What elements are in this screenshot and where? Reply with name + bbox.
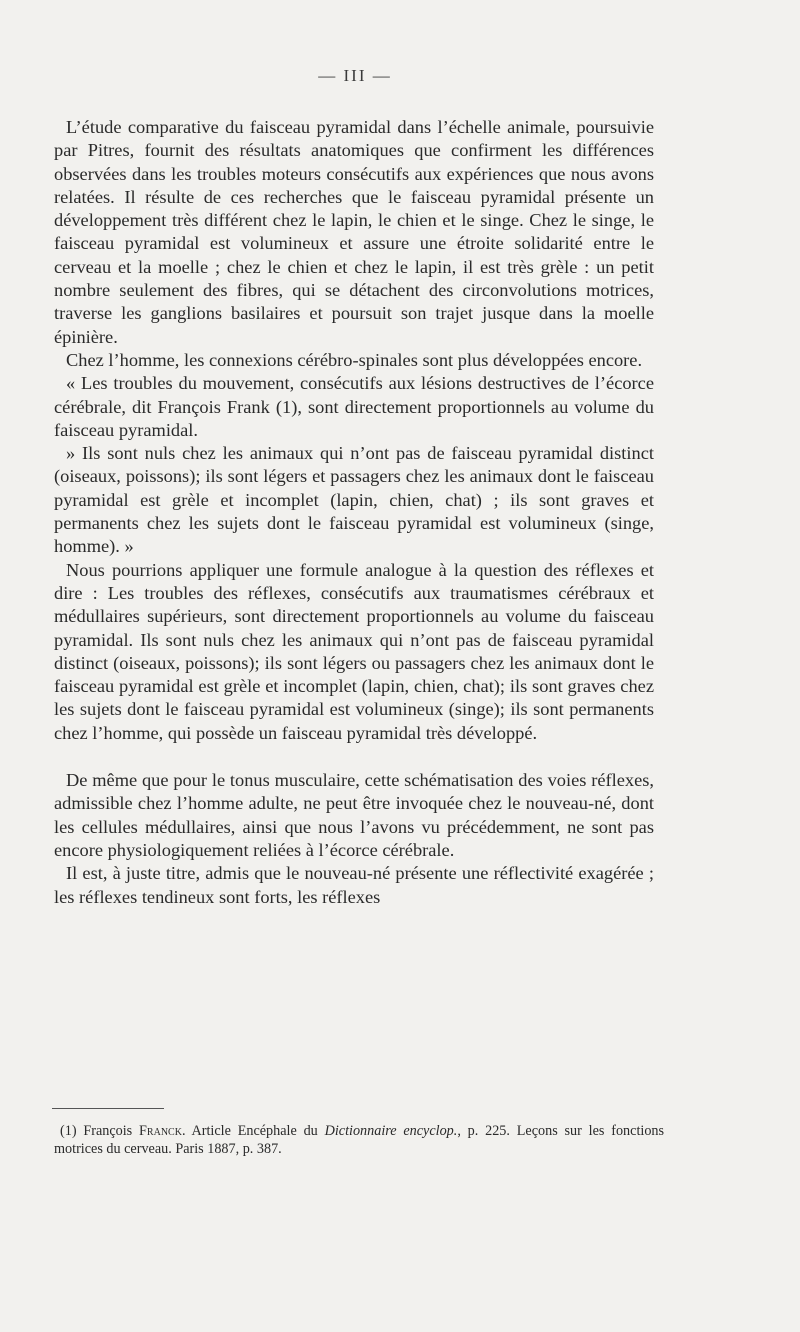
footnote-journal: Dictionnaire encyclop. <box>324 1123 458 1139</box>
page-number: — III — <box>318 66 392 85</box>
paragraph: Il est, à juste titre, admis que le nouveau-né présente une réflectivité exagérée ; les réflexes tendineux sont forts, les réflexes <box>54 863 654 907</box>
paragraph: Nous pourrions appliquer une formule analogue à la question des réflexes et dire : Les troubles des réflexes, consécutifs aux traumatismes cérébraux et médullaires supérieurs, sont directement proportionnels au volume du faisceau pyramidal. Ils sont nuls chez les animaux qui n’ont pas de faisceau pyramidal distinct (oiseaux, poissons); ils sont légers ou passagers chez les animaux dont le faisceau pyramidal est grèle et incomplet (lapin, chien, chat); ils sont graves chez les sujets dont le faisceau pyramidal est volumineux (singe); ils sont permanents chez l’homme, qui possède un faisceau pyramidal très développé. <box>54 559 654 743</box>
paragraph: Chez l’homme, les connexions cérébro-spinales sont plus développées encore. <box>66 349 643 370</box>
paragraph: « Les troubles du mouvement, consécutifs aux lésions destructives de l’écorce cérébrale, dit François Frank (1), sont directement proportionnels au volume du faisceau pyramidal. <box>54 373 654 440</box>
paragraph: De même que pour le tonus musculaire, cette schématisation des voies réflexes, admissible chez l’homme adulte, ne peut être invoquée chez le nouveau-né, dont les cellules médullaires, ainsi que nous l’avons vu précédemment, ne sont pas encore physiologiquement reliées à l’écorce cérébrale. <box>54 770 654 860</box>
paragraph: L’étude comparative du faisceau pyramidal dans l’échelle animale, poursuivie par Pitres, fournit des résultats anatomiques que confirment les différences observées dans les troubles moteurs consécutifs aux expériences que nous avons relatées. Il résulte de ces recherches que le faisceau pyramidal présente un développement très différent chez le lapin, le chien et le singe. Chez le singe, le faisceau pyramidal est volumineux et assure une étroite solidarité entre le cerveau et la moelle ; chez le chien et chez le lapin, il est très grèle : un petit nombre seulement des fibres, qui se détachent des circonvolutions motrices, traverse les ganglions basilaires et poursuit son trajet jusque dans la moelle épinière. <box>54 117 654 347</box>
footnote <box>54 1122 664 1158</box>
footnote-author: Franck <box>139 1123 182 1139</box>
footnote-text-b: , p. 225. Leçons sur les fonctions motrices du cerveau. Paris 1887, p. 387. <box>54 1123 665 1157</box>
footnote-divider <box>52 1108 164 1109</box>
footnote-text <box>54 1122 664 1158</box>
footnote-text-a: . Article Encéphale du <box>181 1123 318 1139</box>
paragraph: » Ils sont nuls chez les animaux qui n’ont pas de faisceau pyramidal distinct (oiseaux, poissons); ils sont légers et passagers chez les animaux dont le faisceau pyramidal est grèle et incomplet (lapin, chien, chat) ; ils sont graves et permanents chez les sujets dont le faisceau pyramidal est volumineux (singe, homme). » <box>54 443 654 557</box>
footnote-marker: (1) François <box>60 1123 133 1139</box>
body-text <box>54 116 654 909</box>
